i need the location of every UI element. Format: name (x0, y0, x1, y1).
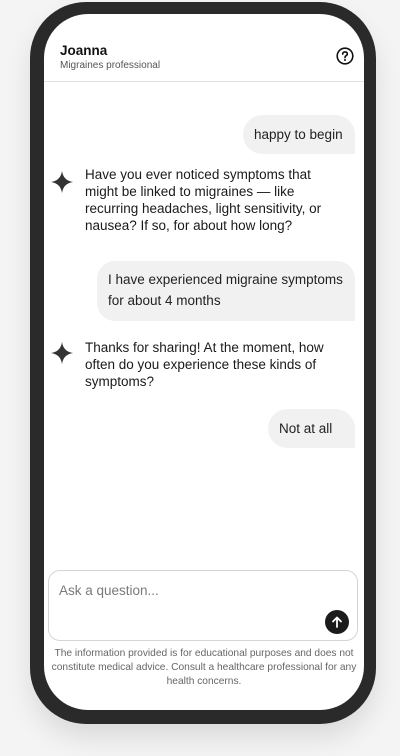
assistant-message: Have you ever noticed symptoms that might be linked to migraines — like recurring headaches, light sensitivity, or nausea? If so, for about how long? (85, 167, 322, 233)
user-message-bubble: Not at all (268, 409, 355, 448)
chat-screen (44, 14, 364, 710)
arrow-up-icon (330, 615, 344, 629)
user-message-bubble: happy to begin (243, 115, 355, 154)
message-composer (48, 570, 358, 641)
contact-role: Migraines professional (60, 60, 161, 71)
chat-header (44, 14, 364, 82)
user-message-bubble: I have experienced migraine symptoms for about 4 months (97, 261, 355, 321)
help-circle-icon[interactable] (336, 47, 354, 65)
sparkle-icon (50, 341, 74, 365)
medical-disclaimer: The information provided is for educational purposes and does not constitute medical advice. Consult a healthcare professional for any health concerns. (51, 648, 357, 687)
send-button[interactable] (325, 610, 349, 634)
sparkle-icon (50, 170, 74, 194)
assistant-message: Thanks for sharing! At the moment, how often do you experience these kinds of symptoms? (85, 340, 324, 389)
contact-name: Joanna (60, 43, 108, 58)
phone-frame (30, 2, 376, 724)
question-input[interactable] (59, 583, 309, 598)
